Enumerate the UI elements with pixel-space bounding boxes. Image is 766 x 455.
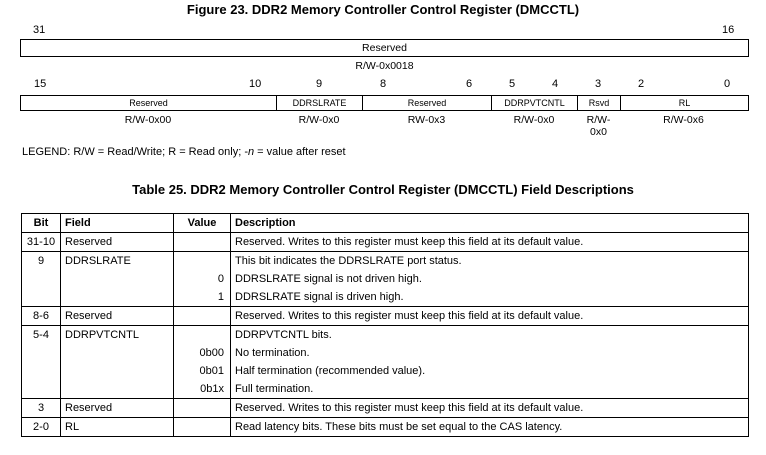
reset-ddrpvtcntl: R/W-0x0: [513, 114, 555, 126]
table-row: [22, 418, 749, 437]
cell-description: Read latency bits. These bits must be set equal to the CAS latency.: [231, 418, 749, 437]
cell-value: 0b01: [174, 362, 231, 380]
cell-field: Reserved: [61, 307, 174, 326]
cell-description: Reserved. Writes to this register must keep this field at its default value.: [231, 307, 749, 326]
reset-reserved-15-10: R/W-0x00: [124, 114, 172, 126]
upper-register-row: [20, 39, 749, 57]
figure-title: Figure 23. DDR2 Memory Controller Control Register (DMCCTL): [186, 2, 580, 17]
cell-description: Reserved. Writes to this register must keep this field at its default value.: [231, 399, 749, 418]
header-value: Value: [174, 214, 231, 233]
bit-5-label: 5: [509, 78, 516, 90]
cell-value: [174, 307, 231, 326]
bit-9-label: 9: [316, 78, 323, 90]
table-title: Table 25. DDR2 Memory Controller Control Register (DMCCTL) Field Descriptions: [132, 182, 634, 197]
field-rsvd-3: Rsvd: [578, 96, 621, 110]
cell-bit: 3: [22, 399, 61, 418]
cell-description: No termination.: [231, 344, 749, 362]
cell-field: Reserved: [61, 399, 174, 418]
upper-reset-value: R/W-0x0018: [355, 60, 414, 72]
cell-field: Reserved: [61, 233, 174, 252]
lower-register-row: [20, 95, 749, 111]
cell-field: [61, 270, 174, 288]
cell-value: [174, 252, 231, 271]
cell-value: 1: [174, 288, 231, 307]
table-row: [22, 252, 749, 271]
table-header-row: [22, 214, 749, 233]
cell-field: [61, 362, 174, 380]
table-row: [22, 344, 749, 362]
table-row: [22, 270, 749, 288]
bit-6-label: 6: [466, 78, 473, 90]
field-descriptions-table: [21, 213, 749, 437]
field-reserved-8-6: Reserved: [363, 96, 492, 110]
cell-description: Full termination.: [231, 380, 749, 399]
table-row: [22, 399, 749, 418]
table-row: [22, 380, 749, 399]
table-row: [22, 307, 749, 326]
legend-text-2: = value after reset: [254, 146, 346, 158]
table-row: [22, 326, 749, 345]
cell-field: [61, 344, 174, 362]
reset-rsvd-3-line1: R/W-: [586, 114, 611, 126]
bit-3-label: 3: [595, 78, 602, 90]
bit-2-label: 2: [638, 78, 645, 90]
cell-value: 0b1x: [174, 380, 231, 399]
cell-description: This bit indicates the DDRSLRATE port status.: [231, 252, 749, 271]
reset-rl: R/W-0x6: [663, 114, 704, 126]
header-description: Description: [231, 214, 749, 233]
cell-description: DDRSLRATE signal is driven high.: [231, 288, 749, 307]
bit-4-label: 4: [552, 78, 559, 90]
legend-n: n: [247, 146, 255, 158]
bit-8-label: 8: [380, 78, 387, 90]
cell-description: Reserved. Writes to this register must keep this field at its default value.: [231, 233, 749, 252]
cell-bit: 5-4: [22, 326, 61, 345]
table-row: [22, 233, 749, 252]
bit-16-label: 16: [722, 24, 735, 36]
reset-rsvd-3-line2: 0x0: [590, 126, 607, 138]
cell-bit: [22, 344, 61, 362]
cell-bit: [22, 288, 61, 307]
legend: [22, 146, 346, 158]
bit-31-label: 31: [33, 24, 46, 36]
bit-15-label: 15: [34, 78, 47, 90]
cell-field: DDRPVTCNTL: [61, 326, 174, 345]
table-row: [22, 288, 749, 307]
cell-bit: 31-10: [22, 233, 61, 252]
cell-description: Half termination (recommended value).: [231, 362, 749, 380]
cell-description: DDRSLRATE signal is not driven high.: [231, 270, 749, 288]
field-rl: RL: [678, 98, 691, 108]
cell-bit: 8-6: [22, 307, 61, 326]
cell-bit: [22, 380, 61, 399]
legend-text-1: LEGEND: R/W = Read/Write; R = Read only; -: [22, 146, 248, 158]
bit-0-label: 0: [724, 78, 731, 90]
cell-field: [61, 288, 174, 307]
cell-value: [174, 399, 231, 418]
cell-bit: 2-0: [22, 418, 61, 437]
cell-field: [61, 380, 174, 399]
field-reserved-15-10: Reserved: [21, 96, 277, 110]
cell-bit: 9: [22, 252, 61, 271]
cell-value: 0b00: [174, 344, 231, 362]
header-bit: Bit: [22, 214, 61, 233]
table-row: [22, 362, 749, 380]
reset-ddrslrate: R/W-0x0: [298, 114, 340, 126]
cell-description: DDRPVTCNTL bits.: [231, 326, 749, 345]
reset-reserved-8-6: RW-0x3: [407, 114, 446, 126]
cell-value: [174, 326, 231, 345]
cell-bit: [22, 362, 61, 380]
field-ddrpvtcntl: DDRPVTCNTL: [492, 96, 578, 110]
bit-10-label: 10: [249, 78, 262, 90]
cell-field: RL: [61, 418, 174, 437]
upper-reserved-field: Reserved: [362, 42, 407, 54]
cell-value: 0: [174, 270, 231, 288]
cell-bit: [22, 270, 61, 288]
cell-value: [174, 233, 231, 252]
cell-field: DDRSLRATE: [61, 252, 174, 271]
header-field: Field: [61, 214, 174, 233]
cell-value: [174, 418, 231, 437]
field-ddrslrate: DDRSLRATE: [277, 96, 363, 110]
